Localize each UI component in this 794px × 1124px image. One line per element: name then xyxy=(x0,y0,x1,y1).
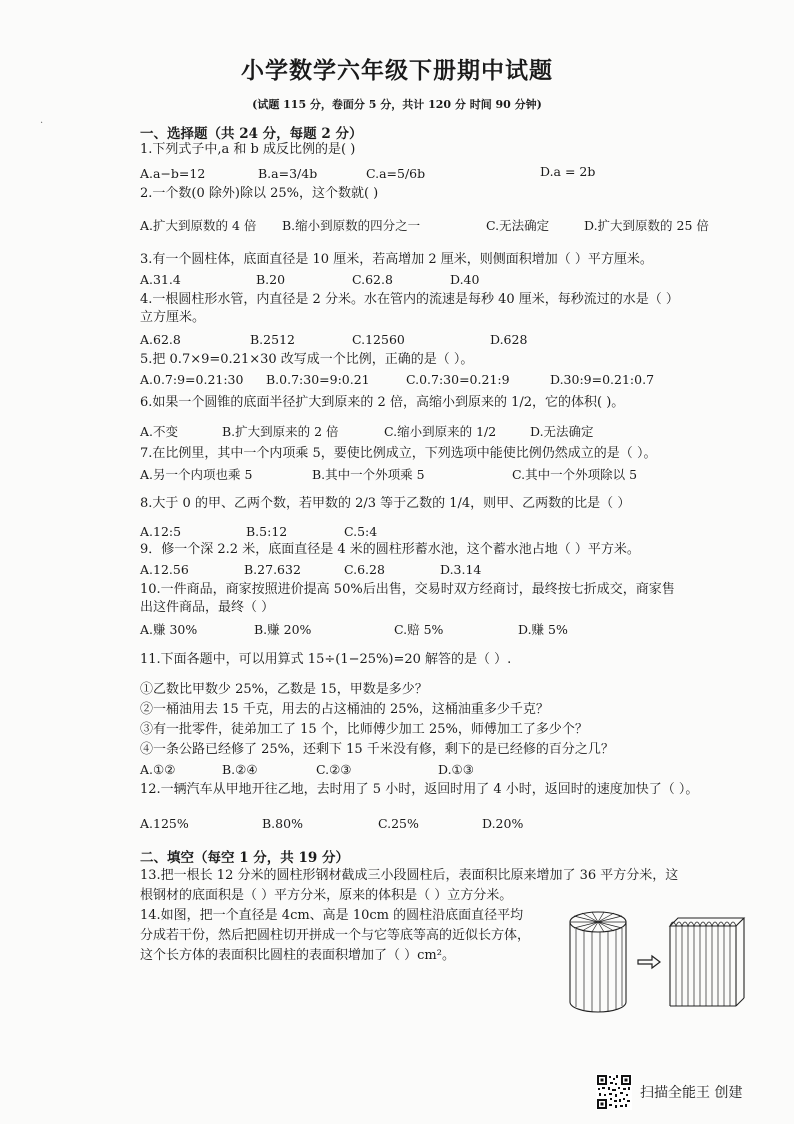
qr-code-icon xyxy=(596,1074,632,1110)
q4-option-a: A.62.8 xyxy=(140,332,181,347)
q7-option-b: B.其中一个外项乘 5 xyxy=(312,467,425,482)
section-heading-choice: 一、选择题（共 24 分，每题 2 分） xyxy=(140,126,363,142)
q11-statement-1: ①乙数比甲数少 25%，乙数是 15，甲数是多少？ xyxy=(140,682,428,697)
q9-option-a: A.12.56 xyxy=(140,562,189,577)
q2-option-d: D.扩大到原数的 25 倍 xyxy=(584,218,709,233)
page-title: 小学数学六年级下册期中试题 xyxy=(241,57,553,84)
q10-option-b: B.赚 20% xyxy=(254,622,312,637)
q9-option-c: C.6.28 xyxy=(344,562,385,577)
q2-option-a: A.扩大到原数的 4 倍 xyxy=(140,218,257,233)
question-6: 6.如果一个圆锥的底面半径扩大到原来的 2 倍，高缩小到原来的 1/2，它的体积( )。 xyxy=(140,395,625,410)
q6-option-b: B.扩大到原来的 2 倍 xyxy=(222,424,339,439)
question-4-cont: 立方厘米。 xyxy=(140,310,206,325)
question-5: 5.把 0.7×9=0.21×30 改写成一个比例，正确的是（ ）。 xyxy=(140,352,474,367)
q11-statement-3: ③有一批零件，徒弟加工了 15 个，比师傅少加工 25%，师傅加工了多少个？ xyxy=(140,722,588,737)
q3-option-c: C.62.8 xyxy=(352,272,393,287)
q5-option-a: A.0.7:9=0.21:30 xyxy=(140,372,244,387)
q6-option-a: A.不变 xyxy=(140,424,179,439)
q12-option-d: D.20% xyxy=(482,816,524,831)
question-10-cont: 出这件商品，最终（ ） xyxy=(140,600,275,615)
q2-option-c: C.无法确定 xyxy=(486,218,550,233)
q11-statement-4: ④一条公路已经修了 25%，还剩下 15 千米没有修，剩下的是已经修的百分之几？ xyxy=(140,742,614,757)
q6-option-c: C.缩小到原来的 1/2 xyxy=(384,424,497,439)
cylinder-drawing xyxy=(570,912,626,1012)
q3-option-a: A.31.4 xyxy=(140,272,181,287)
cuboid-drawing xyxy=(670,918,744,1006)
q12-option-b: B.80% xyxy=(262,816,303,831)
question-8: 8.大于 0 的甲、乙两个数，若甲数的 2/3 等于乙数的 1/4，则甲、乙两数的比是（ ） xyxy=(140,496,631,511)
question-7: 7.在比例里，其中一个内项乘 5，要使比例成立，下列选项中能使比例仍然成立的是（ ）。 xyxy=(140,446,657,461)
q6-option-d: D.无法确定 xyxy=(530,424,594,439)
question-14-cont-2: 这个长方体的表面积比圆柱的表面积增加了（ ）cm²。 xyxy=(140,948,455,963)
q11-option-c: C.②③ xyxy=(316,762,352,777)
q5-option-b: B.0.7:30=9:0.21 xyxy=(266,372,370,387)
question-2: 2.一个数(0 除外)除以 25%，这个数就( ) xyxy=(140,186,379,201)
q11-option-a: A.①② xyxy=(140,762,176,777)
q5-option-c: C.0.7:30=0.21:9 xyxy=(406,372,510,387)
question-4: 4.一根圆柱形水管，内直径是 2 分米。水在管内的流速是每秒 40 厘米，每秒流过的水是（ ） xyxy=(140,292,679,307)
question-14: 14.如图，把一个直径是 4cm、高是 10cm 的圆柱沿底面直径平均 xyxy=(140,908,524,923)
question-1: 1.下列式子中,a 和 b 成反比例的是( ) xyxy=(140,142,356,157)
q1-option-c: C.a=5/6b xyxy=(366,166,426,181)
question-12: 12.一辆汽车从甲地开往乙地，去时用了 5 小时，返回时用了 4 小时，返回时的速度加快了（ ）。 xyxy=(140,782,699,797)
q7-option-c: C.其中一个外项除以 5 xyxy=(512,467,638,482)
q4-option-b: B.2512 xyxy=(250,332,295,347)
question-13-cont: 根钢材的底面积是（ ）平方分米，原来的体积是（ ）立方分米。 xyxy=(140,888,513,903)
scanner-watermark: 扫描全能王 创建 xyxy=(640,1085,743,1101)
section-heading-fill: 二、填空（每空 1 分，共 19 分） xyxy=(140,850,349,866)
q1-option-d: D.a = 2b xyxy=(540,164,596,179)
q1-option-b: B.a=3/4b xyxy=(258,166,318,181)
q9-option-d: D.3.14 xyxy=(440,562,482,577)
q12-option-c: C.25% xyxy=(378,816,419,831)
q11-option-b: B.②④ xyxy=(222,762,258,777)
q8-option-c: C.5:4 xyxy=(344,524,378,539)
q3-option-d: D.40 xyxy=(450,272,480,287)
q5-option-d: D.30:9=0.21:0.7 xyxy=(550,372,655,387)
cylinder-to-cuboid-figure xyxy=(568,906,748,1016)
q8-option-b: B.5:12 xyxy=(246,524,288,539)
arrow-right-icon xyxy=(638,956,660,968)
question-9: 9．修一个深 2.2 米，底面直径是 4 米的圆柱形蓄水池，这个蓄水池占地（ ）平方米。 xyxy=(140,542,640,557)
question-13: 13.把一根长 12 分米的圆柱形钢材截成三小段圆柱后，表面积比原来增加了 36 平方分米，这 xyxy=(140,868,679,883)
q10-option-d: D.赚 5% xyxy=(518,622,568,637)
q12-option-a: A.125% xyxy=(140,816,189,831)
question-14-cont-1: 分成若干份，然后把圆柱切开拼成一个与它等底等高的近似长方体， xyxy=(140,928,531,943)
q11-statement-2: ②一桶油用去 15 千克，用去的占这桶油的 25%，这桶油重多少千克？ xyxy=(140,702,549,717)
q1-option-a: A.a−b=12 xyxy=(140,166,206,181)
question-3: 3.有一个圆柱体，底面直径是 10 厘米，若高增加 2 厘米，则侧面积增加（ ）平方厘米。 xyxy=(140,252,653,267)
q4-option-c: C.12560 xyxy=(352,332,405,347)
q3-option-b: B.20 xyxy=(256,272,286,287)
q10-option-c: C.赔 5% xyxy=(394,622,444,637)
q11-option-d: D.①③ xyxy=(438,762,474,777)
q7-option-a: A.另一个内项也乘 5 xyxy=(140,467,253,482)
exam-info: (试题 115 分，卷面分 5 分，共计 120 分 时间 90 分钟) xyxy=(252,98,542,111)
q8-option-a: A.12:5 xyxy=(140,524,182,539)
q2-option-b: B.缩小到原数的四分之一 xyxy=(282,218,421,233)
q9-option-b: B.27.632 xyxy=(244,562,301,577)
margin-mark: · xyxy=(40,118,44,129)
question-11: 11.下面各题中，可以用算式 15÷(1−25%)=20 解答的是（ ）. xyxy=(140,652,512,667)
question-10: 10.一件商品，商家按照进价提高 50%后出售，交易时双方经商讨，最终按七折成交，商家售 xyxy=(140,582,675,597)
q10-option-a: A.赚 30% xyxy=(140,622,198,637)
q4-option-d: D.628 xyxy=(490,332,528,347)
